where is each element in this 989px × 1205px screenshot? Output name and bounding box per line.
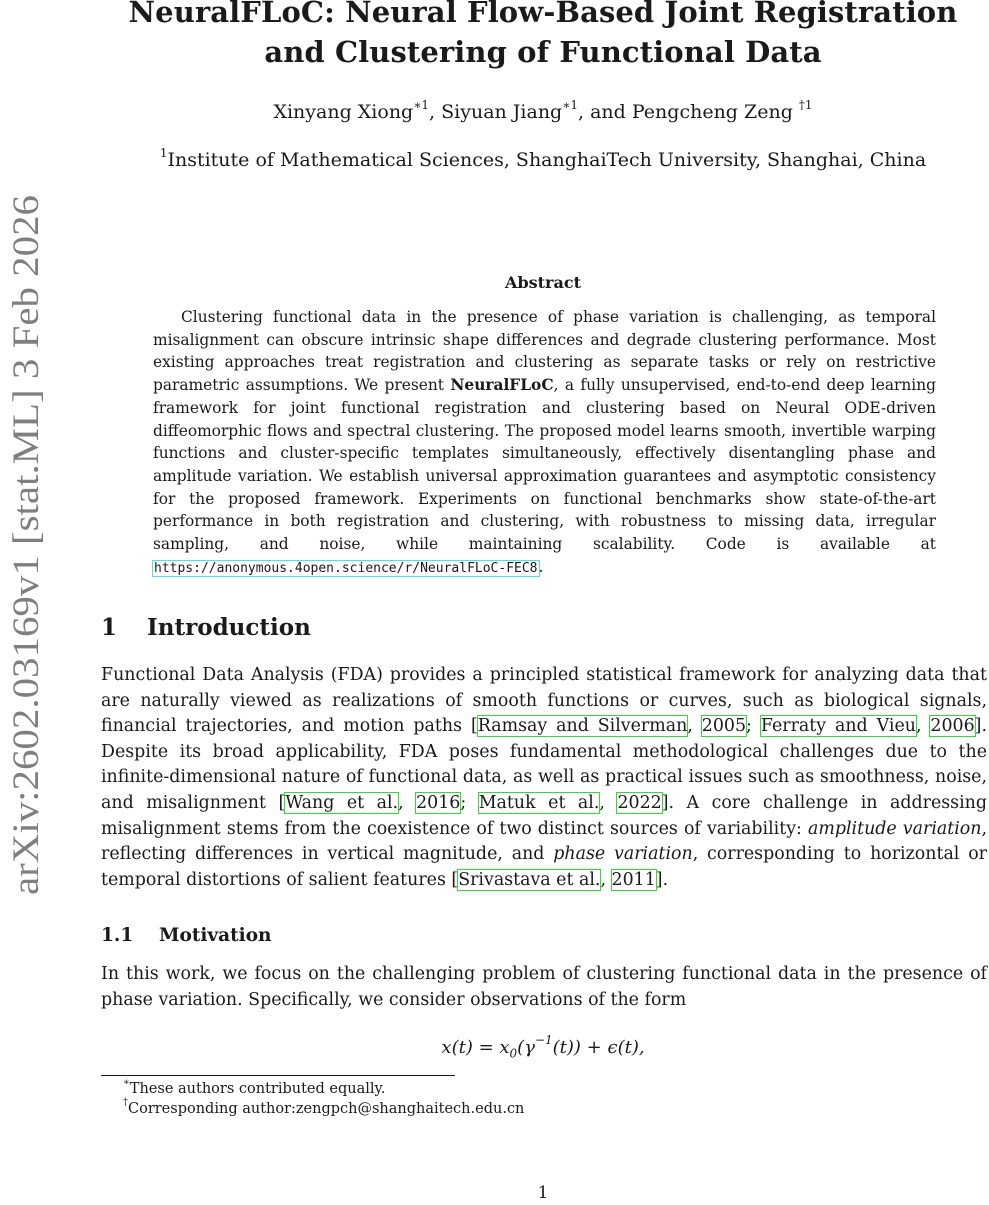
abstract-text: Clustering functional data in the presence of phase variation is challenging, as temporal misalignment can obscure intrinsic shape differences and degrade clustering performance. Most existing approaches treat registration and clustering as separate tasks or rely on restrictive parametric assumptions. We present [153, 308, 936, 395]
footnote-corresponding-author [123, 1099, 524, 1119]
footnote-text: These authors contributed equally. [129, 1081, 386, 1097]
abstract-body [153, 306, 936, 580]
body-text: , reflecting differences in vertical magnitude, and [101, 818, 987, 865]
footnote-rule [101, 1075, 455, 1076]
title-line-2: and Clustering of Functional Data [264, 35, 822, 69]
author-separator: , and [578, 101, 632, 123]
subsection-title: Motivation [159, 925, 272, 946]
citation-year-link[interactable]: 2016 [416, 792, 461, 813]
citation-link[interactable]: Wang et al. [285, 792, 399, 813]
body-text: ]. Despite its broad applicability, FDA poses fundamental methodological challenges due to the infinite-dimensional nature of functional data, as well as practical issues such as smoothness, noise, and misalignment [ [101, 716, 987, 813]
author-2-affil-mark: ∗1 [562, 97, 579, 112]
equation-rest: (t)) + ϵ(t), [552, 1037, 645, 1058]
motivation-paragraph: In this work, we focus on the challenging problem of clustering functional data in the presence of phase variation. Specifically, we consider observations of the form [101, 964, 987, 1010]
citation-link[interactable]: Matuk et al. [478, 792, 600, 813]
section-title: Introduction [147, 614, 311, 641]
subsection-heading-motivation [101, 922, 272, 950]
citation-link[interactable]: Ramsay and Silverman [477, 716, 688, 737]
body-text: ; [746, 716, 761, 737]
code-url-link[interactable]: https://anonymous.4open.science/r/NeuralFLoC-FEC8 [154, 560, 538, 576]
affiliation [100, 146, 986, 174]
body-text: Functional Data Analysis (FDA) provides a principled statistical framework for analyzing data that are naturally viewed as realizations of smooth functions or curves, such as biological signals, financial trajectories, and motion paths [ [101, 665, 987, 737]
emphasis-amplitude-variation: amplitude variation [807, 818, 982, 839]
citation-year-link[interactable]: 2011 [611, 869, 656, 890]
equation-superscript: −1 [534, 1033, 553, 1047]
author-3: Pengcheng Zeng [631, 101, 799, 123]
affiliation-mark: 1 [159, 145, 168, 160]
body-text: , [398, 792, 417, 813]
equation-gamma: (γ [517, 1037, 535, 1058]
body-text: , [915, 716, 931, 737]
equation-subscript: 0 [509, 1046, 518, 1061]
section-heading-introduction [101, 612, 311, 644]
author-1-affil-mark: ∗1 [413, 97, 430, 112]
title-line-1: NeuralFLoC: Neural Flow-Based Joint Registration [128, 0, 958, 29]
footnote-mark: ∗ [123, 1077, 130, 1089]
citation-year-link[interactable]: 2006 [930, 716, 975, 737]
body-text: , corresponding to horizontal or temporal distortions of salient features [ [101, 844, 987, 890]
abstract-heading: Abstract [505, 273, 581, 292]
abstract-text: , a fully unsupervised, end-to-end deep learning framework for joint functional registration and clustering based on Neural ODE-driven diffeomorphic flows and spectral clustering. The proposed model learns smooth, invertible warping functions and cluster-specific templates simultaneously, effectively disentangling phase and amplitude variation. We establish universal approximation guarantees and asymptotic consistency for the proposed framework. Experiments on functional benchmarks show state-of-the-art performance in both registration and clustering, with robustness to missing data, irregular sampling, and noise, while maintaining scalability. Code is available at [153, 376, 936, 554]
body-text: ]. [655, 869, 669, 890]
body-text: , [599, 792, 618, 813]
body-text: , [600, 869, 612, 890]
emphasis-phase-variation: phase variation [553, 844, 693, 865]
arxiv-id-text: arXiv:2602.03169v1 [stat.ML] 3 Feb 2026 [6, 261, 47, 895]
body-text: , [687, 716, 702, 737]
author-list [100, 98, 986, 126]
subsection-number: 1.1 [101, 925, 134, 946]
body-text: ; [460, 792, 479, 813]
body-text: ]. A core challenge in addressing misalignment stems from the coexistence of two distinct sources of variability: [101, 792, 987, 839]
abstract-text: . [538, 557, 544, 576]
author-3-affil-mark: †1 [798, 97, 813, 112]
footnote-mark: † [123, 1097, 128, 1109]
display-equation [100, 1033, 986, 1069]
paper-title [100, 0, 986, 72]
author-1: Xinyang Xiong [273, 101, 414, 123]
section-number: 1 [101, 614, 118, 641]
page-number: 1 [537, 1183, 549, 1203]
citation-year-link[interactable]: 2005 [701, 716, 747, 737]
footnote-text: Corresponding author:zengpch@shanghaitech.edu.cn [128, 1101, 525, 1117]
model-name: NeuralFLoC [450, 376, 554, 395]
introduction-paragraph [101, 663, 987, 893]
arxiv-side-identifier [0, 190, 56, 900]
equation-lhs: x(t) = x [441, 1037, 510, 1058]
citation-link[interactable]: Ferraty and Vieu [760, 716, 916, 737]
author-separator: , [429, 101, 442, 123]
footnote-equal-contribution [123, 1079, 385, 1099]
citation-link[interactable]: Srivastava et al. [458, 869, 601, 890]
author-2: Siyuan Jiang [441, 101, 563, 123]
affiliation-text: Institute of Mathematical Sciences, ShanghaiTech University, Shanghai, China [167, 149, 927, 171]
citation-year-link[interactable]: 2022 [617, 792, 662, 813]
